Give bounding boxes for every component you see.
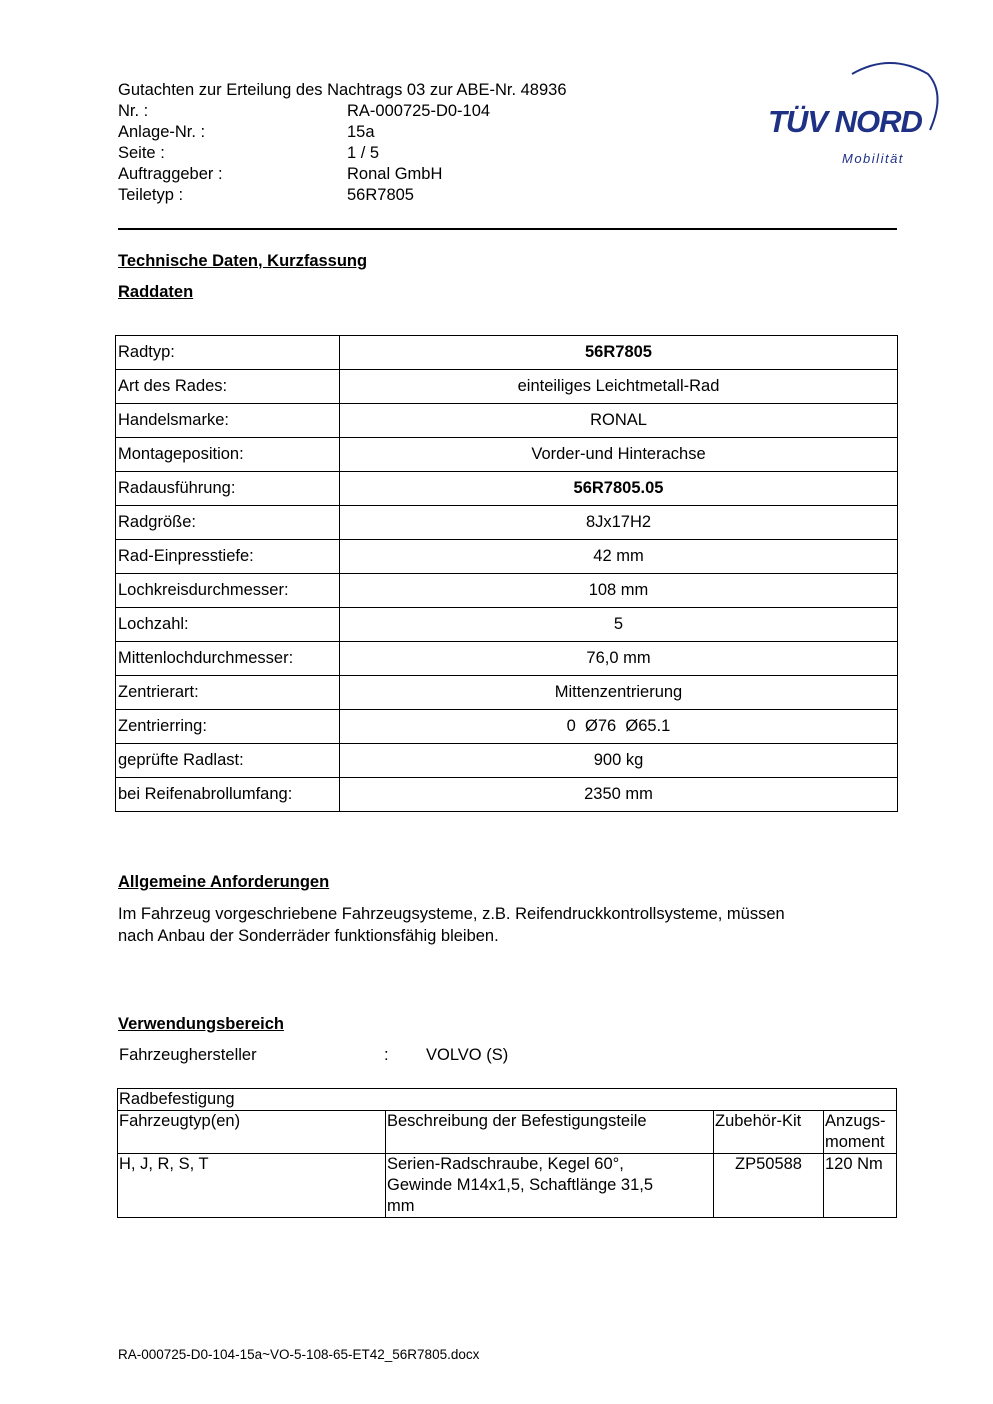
row-label: Radtyp: — [116, 336, 340, 370]
table-row — [116, 744, 898, 778]
row-label: Handelsmarke: — [116, 404, 340, 438]
table-row — [116, 472, 898, 506]
column-header-line: moment — [825, 1133, 885, 1151]
row-value: 0 Ø76 Ø65.1 — [340, 710, 898, 744]
mounting-table — [117, 1088, 897, 1218]
table-row — [116, 506, 898, 540]
section-heading-technical: Technische Daten, Kurzfassung — [118, 252, 368, 270]
column-header-line: Anzugs- — [825, 1112, 886, 1130]
table-row — [116, 676, 898, 710]
cell-vehicle: H, J, R, S, T — [118, 1154, 386, 1218]
section-heading-usage: Verwendungsbereich — [118, 1015, 284, 1033]
header-value: 56R7805 — [347, 186, 414, 204]
table-row — [116, 336, 898, 370]
cell-kit: ZP50588 — [714, 1154, 824, 1218]
table-row — [116, 710, 898, 744]
header-label: Anlage-Nr. : — [118, 123, 206, 141]
column-header: Beschreibung der Befestigungsteile — [386, 1111, 714, 1154]
document-title: Gutachten zur Erteilung des Nachtrags 03 zur ABE-Nr. 48936 — [118, 81, 567, 99]
row-value: 5 — [340, 608, 898, 642]
tuv-nord-logo: TÜV NORD — [768, 104, 922, 139]
header-label: Nr. : — [118, 102, 149, 120]
row-label: Radgröße: — [116, 506, 340, 540]
row-value: 42 mm — [340, 540, 898, 574]
header-value: RA-000725-D0-104 — [347, 102, 491, 120]
table-row — [118, 1154, 897, 1218]
header-value: 1 / 5 — [347, 144, 380, 162]
wheel-data-table — [115, 335, 898, 812]
row-label: Mittenlochdurchmesser: — [116, 642, 340, 676]
requirements-line: nach Anbau der Sonderräder funktionsfähig bleiben. — [118, 927, 499, 945]
column-header: Fahrzeugtyp(en) — [118, 1111, 386, 1154]
row-value: 2350 mm — [340, 778, 898, 812]
header-divider — [118, 228, 897, 230]
row-value: einteiliges Leichtmetall-Rad — [340, 370, 898, 404]
row-label: Lochzahl: — [116, 608, 340, 642]
manufacturer-colon: : — [384, 1046, 389, 1064]
column-header — [824, 1111, 897, 1154]
description-line: mm — [387, 1197, 415, 1215]
row-value: RONAL — [340, 404, 898, 438]
row-label: Zentrierring: — [116, 710, 340, 744]
row-value: 8Jx17H2 — [340, 506, 898, 540]
mounting-title: Radbefestigung — [118, 1089, 897, 1111]
cell-description — [386, 1154, 714, 1218]
row-label: Montageposition: — [116, 438, 340, 472]
row-label: geprüfte Radlast: — [116, 744, 340, 778]
row-value: 900 kg — [340, 744, 898, 778]
header-label: Seite : — [118, 144, 165, 162]
row-label: bei Reifenabrollumfang: — [116, 778, 340, 812]
table-row — [118, 1089, 897, 1111]
table-row — [116, 778, 898, 812]
header-label: Auftraggeber : — [118, 165, 223, 183]
row-value: Vorder-und Hinterachse — [340, 438, 898, 472]
cell-torque: 120 Nm — [824, 1154, 897, 1218]
row-label: Zentrierart: — [116, 676, 340, 710]
row-label: Rad-Einpresstiefe: — [116, 540, 340, 574]
row-value: 108 mm — [340, 574, 898, 608]
row-label: Art des Rades: — [116, 370, 340, 404]
header-value: 15a — [347, 123, 375, 141]
row-label: Lochkreisdurchmesser: — [116, 574, 340, 608]
row-value: 56R7805 — [340, 336, 898, 370]
row-label: Radausführung: — [116, 472, 340, 506]
section-subheading-raddaten: Raddaten — [118, 283, 194, 301]
manufacturer-label: Fahrzeughersteller — [119, 1046, 257, 1064]
manufacturer-value: VOLVO (S) — [426, 1046, 509, 1064]
description-line: Serien-Radschraube, Kegel 60°, — [387, 1155, 624, 1173]
requirements-line: Im Fahrzeug vorgeschriebene Fahrzeugsysteme, z.B. Reifendruckkontrollsysteme, müssen — [118, 905, 785, 923]
section-heading-requirements: Allgemeine Anforderungen — [118, 873, 330, 891]
table-row — [116, 642, 898, 676]
column-header: Zubehör-Kit — [714, 1111, 824, 1154]
row-value: Mittenzentrierung — [340, 676, 898, 710]
footer-filename: RA-000725-D0-104-15a~VO-5-108-65-ET42_56R7805.docx — [118, 1347, 480, 1362]
header-value: Ronal GmbH — [347, 165, 443, 183]
table-row — [116, 438, 898, 472]
description-line: Gewinde M14x1,5, Schaftlänge 31,5 — [387, 1176, 654, 1194]
table-row — [118, 1111, 897, 1154]
table-row — [116, 540, 898, 574]
table-row — [116, 370, 898, 404]
row-value: 76,0 mm — [340, 642, 898, 676]
header-label: Teiletyp : — [118, 186, 184, 204]
logo-subtitle: Mobilität — [842, 151, 904, 166]
table-row — [116, 574, 898, 608]
table-row — [116, 404, 898, 438]
requirements-text — [118, 903, 888, 947]
table-row — [116, 608, 898, 642]
row-value: 56R7805.05 — [340, 472, 898, 506]
